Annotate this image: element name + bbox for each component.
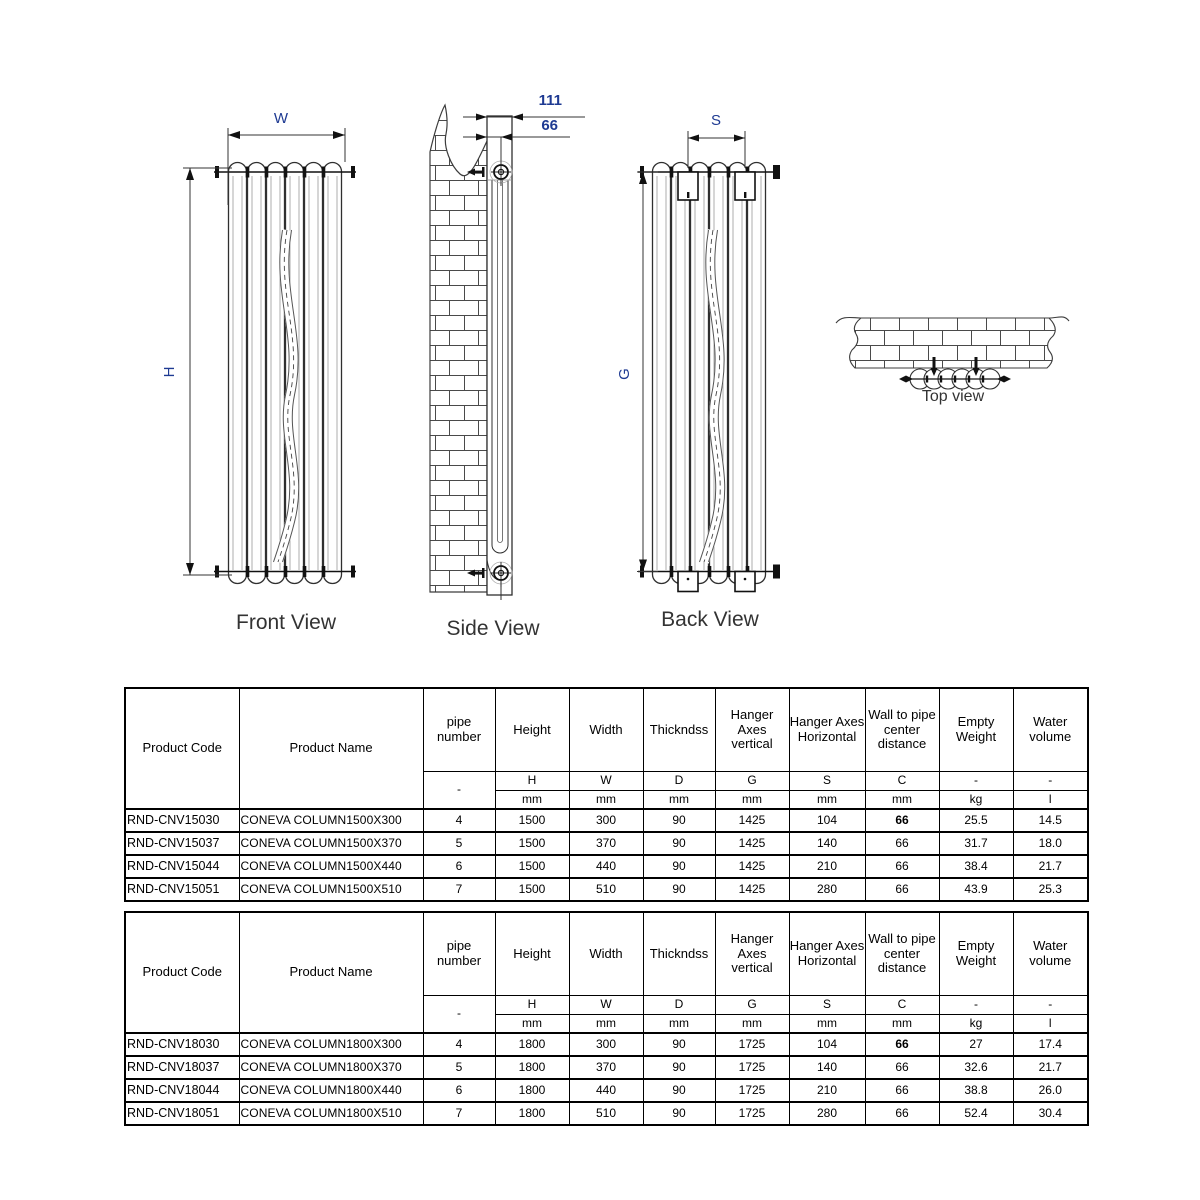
data-cell: 66 xyxy=(865,809,939,832)
symbol-cell: - xyxy=(423,772,495,810)
symbol-cell: - xyxy=(1013,772,1088,791)
data-cell: 5 xyxy=(423,832,495,855)
data-cell: 14.5 xyxy=(1013,809,1088,832)
data-cell: 1800 xyxy=(495,1056,569,1079)
symbol-cell: C xyxy=(865,772,939,791)
back-tubes xyxy=(653,163,766,584)
product-code-cell: RND-CNV18030 xyxy=(125,1033,239,1056)
data-cell: 7 xyxy=(423,1102,495,1125)
back-hanger-height-label: G xyxy=(616,368,633,380)
data-cell: 210 xyxy=(789,1079,865,1102)
column-header: Product Code xyxy=(125,688,239,809)
product-name-cell: CONEVA COLUMN1800X370 xyxy=(239,1056,423,1079)
symbol-cell: H xyxy=(495,996,569,1015)
product-name-cell: CONEVA COLUMN1800X510 xyxy=(239,1102,423,1125)
data-cell: 18.0 xyxy=(1013,832,1088,855)
side-wall-center-label: 66 xyxy=(541,117,558,134)
symbol-cell: - xyxy=(939,772,1013,791)
data-cell: 90 xyxy=(643,878,715,901)
data-cell: 66 xyxy=(865,1079,939,1102)
symbol-cell: W xyxy=(569,996,643,1015)
data-cell: 1425 xyxy=(715,832,789,855)
column-header: Width xyxy=(569,688,643,772)
data-cell: 26.0 xyxy=(1013,1079,1088,1102)
data-cell: 43.9 xyxy=(939,878,1013,901)
data-cell: 6 xyxy=(423,855,495,878)
spec-table-1500 xyxy=(124,687,1089,902)
product-name-cell: CONEVA COLUMN1800X300 xyxy=(239,1033,423,1056)
product-code-cell: RND-CNV15051 xyxy=(125,878,239,901)
column-header: pipe number xyxy=(423,912,495,996)
table-row xyxy=(125,1102,1088,1125)
product-code-cell: RND-CNV15044 xyxy=(125,855,239,878)
symbol-cell: W xyxy=(569,772,643,791)
spec-table-1800 xyxy=(124,911,1089,1126)
data-cell: 300 xyxy=(569,1033,643,1056)
column-header: Water volume xyxy=(1013,688,1088,772)
back-view-title: Back View xyxy=(661,608,759,631)
data-cell: 32.6 xyxy=(939,1056,1013,1079)
table-row xyxy=(125,855,1088,878)
unit-cell: l xyxy=(1013,791,1088,810)
front-view-title: Front View xyxy=(236,611,336,634)
data-cell: 6 xyxy=(423,1079,495,1102)
column-header: Hanger Axes vertical xyxy=(715,688,789,772)
data-cell: 25.5 xyxy=(939,809,1013,832)
data-cell: 66 xyxy=(865,1033,939,1056)
data-cell: 1725 xyxy=(715,1102,789,1125)
data-cell: 90 xyxy=(643,855,715,878)
symbol-cell: - xyxy=(1013,996,1088,1015)
data-cell: 1800 xyxy=(495,1033,569,1056)
data-cell: 90 xyxy=(643,832,715,855)
symbol-cell: - xyxy=(423,996,495,1034)
spec-tables xyxy=(124,687,1090,1135)
top-view-drawing xyxy=(836,317,1069,405)
unit-cell: mm xyxy=(495,791,569,810)
product-code-cell: RND-CNV18037 xyxy=(125,1056,239,1079)
column-header: Hanger Axes Horizontal xyxy=(789,912,865,996)
data-cell: 1425 xyxy=(715,878,789,901)
column-header: Width xyxy=(569,912,643,996)
unit-cell: kg xyxy=(939,1015,1013,1034)
column-header: Wall to pipe center distance xyxy=(865,912,939,996)
unit-cell: mm xyxy=(643,1015,715,1034)
table-row xyxy=(125,1033,1088,1056)
data-cell: 90 xyxy=(643,1102,715,1125)
data-cell: 66 xyxy=(865,855,939,878)
data-cell: 510 xyxy=(569,878,643,901)
unit-cell: mm xyxy=(789,1015,865,1034)
column-header: Height xyxy=(495,688,569,772)
symbol-cell: S xyxy=(789,772,865,791)
front-tubes xyxy=(229,163,342,584)
front-height-label: H xyxy=(161,366,178,378)
symbol-cell: G xyxy=(715,772,789,791)
data-cell: 4 xyxy=(423,809,495,832)
side-radiator-column xyxy=(487,116,512,600)
data-cell: 1425 xyxy=(715,855,789,878)
data-cell: 5 xyxy=(423,1056,495,1079)
data-cell: 38.8 xyxy=(939,1079,1013,1102)
side-view-drawing xyxy=(430,92,585,640)
unit-cell: mm xyxy=(643,791,715,810)
unit-cell: mm xyxy=(789,791,865,810)
data-cell: 90 xyxy=(643,1079,715,1102)
column-header: Hanger Axes Horizontal xyxy=(789,688,865,772)
top-tubes xyxy=(899,369,1011,389)
column-header: Thickndss xyxy=(643,912,715,996)
data-cell: 27 xyxy=(939,1033,1013,1056)
data-cell: 280 xyxy=(789,878,865,901)
product-name-cell: CONEVA COLUMN1500X510 xyxy=(239,878,423,901)
product-name-cell: CONEVA COLUMN1800X440 xyxy=(239,1079,423,1102)
data-cell: 30.4 xyxy=(1013,1102,1088,1125)
symbol-cell: G xyxy=(715,996,789,1015)
symbol-cell: D xyxy=(643,996,715,1015)
data-cell: 440 xyxy=(569,855,643,878)
symbol-cell: H xyxy=(495,772,569,791)
data-cell: 90 xyxy=(643,1056,715,1079)
top-view-title: Top view xyxy=(921,388,985,405)
unit-cell: mm xyxy=(865,791,939,810)
column-header: Product Name xyxy=(239,912,423,1033)
side-depth-label: 111 xyxy=(538,92,562,109)
table-row xyxy=(125,832,1088,855)
symbol-cell: - xyxy=(939,996,1013,1015)
unit-cell: kg xyxy=(939,791,1013,810)
product-code-cell: RND-CNV15037 xyxy=(125,832,239,855)
unit-cell: mm xyxy=(569,1015,643,1034)
data-cell: 1425 xyxy=(715,809,789,832)
data-cell: 31.7 xyxy=(939,832,1013,855)
symbol-cell: S xyxy=(789,996,865,1015)
data-cell: 1500 xyxy=(495,809,569,832)
product-code-cell: RND-CNV18051 xyxy=(125,1102,239,1125)
product-code-cell: RND-CNV18044 xyxy=(125,1079,239,1102)
unit-cell: mm xyxy=(865,1015,939,1034)
data-cell: 280 xyxy=(789,1102,865,1125)
column-header: Product Name xyxy=(239,688,423,809)
table-row xyxy=(125,809,1088,832)
column-header: Empty Weight xyxy=(939,688,1013,772)
data-cell: 140 xyxy=(789,1056,865,1079)
unit-cell: mm xyxy=(715,1015,789,1034)
data-cell: 370 xyxy=(569,832,643,855)
column-header: pipe number xyxy=(423,688,495,772)
column-header: Water volume xyxy=(1013,912,1088,996)
data-cell: 66 xyxy=(865,1056,939,1079)
data-cell: 1500 xyxy=(495,855,569,878)
data-cell: 66 xyxy=(865,1102,939,1125)
data-cell: 1725 xyxy=(715,1056,789,1079)
product-name-cell: CONEVA COLUMN1500X440 xyxy=(239,855,423,878)
symbol-cell: C xyxy=(865,996,939,1015)
data-cell: 300 xyxy=(569,809,643,832)
front-width-label: W xyxy=(273,110,289,127)
data-cell: 210 xyxy=(789,855,865,878)
front-view-drawing xyxy=(161,110,356,634)
column-header: Wall to pipe center distance xyxy=(865,688,939,772)
data-cell: 440 xyxy=(569,1079,643,1102)
product-name-cell: CONEVA COLUMN1500X300 xyxy=(239,809,423,832)
side-depth-dimension xyxy=(463,114,585,121)
data-cell: 1725 xyxy=(715,1033,789,1056)
data-cell: 66 xyxy=(865,878,939,901)
data-cell: 90 xyxy=(643,1033,715,1056)
back-view-drawing xyxy=(616,112,780,631)
data-cell: 1725 xyxy=(715,1079,789,1102)
back-hanger-span-label: S xyxy=(710,112,722,129)
column-header: Hanger Axes vertical xyxy=(715,912,789,996)
data-cell: 1500 xyxy=(495,878,569,901)
data-cell: 90 xyxy=(643,809,715,832)
data-cell: 66 xyxy=(865,832,939,855)
side-view-title: Side View xyxy=(446,617,540,640)
data-cell: 1800 xyxy=(495,1102,569,1125)
data-cell: 1800 xyxy=(495,1079,569,1102)
data-cell: 25.3 xyxy=(1013,878,1088,901)
column-header: Thickndss xyxy=(643,688,715,772)
data-cell: 21.7 xyxy=(1013,1056,1088,1079)
data-cell: 1500 xyxy=(495,832,569,855)
product-name-cell: CONEVA COLUMN1500X370 xyxy=(239,832,423,855)
data-cell: 21.7 xyxy=(1013,855,1088,878)
unit-cell: mm xyxy=(495,1015,569,1034)
table-row xyxy=(125,1056,1088,1079)
side-brick-wall xyxy=(430,105,487,592)
product-code-cell: RND-CNV15030 xyxy=(125,809,239,832)
data-cell: 7 xyxy=(423,878,495,901)
front-height-dimension xyxy=(183,168,232,575)
data-cell: 510 xyxy=(569,1102,643,1125)
unit-cell: mm xyxy=(715,791,789,810)
side-wall-center-dimension xyxy=(463,134,570,141)
data-cell: 38.4 xyxy=(939,855,1013,878)
table-row xyxy=(125,1079,1088,1102)
symbol-cell: D xyxy=(643,772,715,791)
table-row xyxy=(125,878,1088,901)
data-cell: 4 xyxy=(423,1033,495,1056)
data-cell: 140 xyxy=(789,832,865,855)
unit-cell: mm xyxy=(569,791,643,810)
data-cell: 104 xyxy=(789,1033,865,1056)
data-cell: 52.4 xyxy=(939,1102,1013,1125)
data-cell: 104 xyxy=(789,809,865,832)
column-header: Empty Weight xyxy=(939,912,1013,996)
column-header: Height xyxy=(495,912,569,996)
unit-cell: l xyxy=(1013,1015,1088,1034)
top-brick-wall xyxy=(850,318,1056,368)
column-header: Product Code xyxy=(125,912,239,1033)
data-cell: 17.4 xyxy=(1013,1033,1088,1056)
data-cell: 370 xyxy=(569,1056,643,1079)
